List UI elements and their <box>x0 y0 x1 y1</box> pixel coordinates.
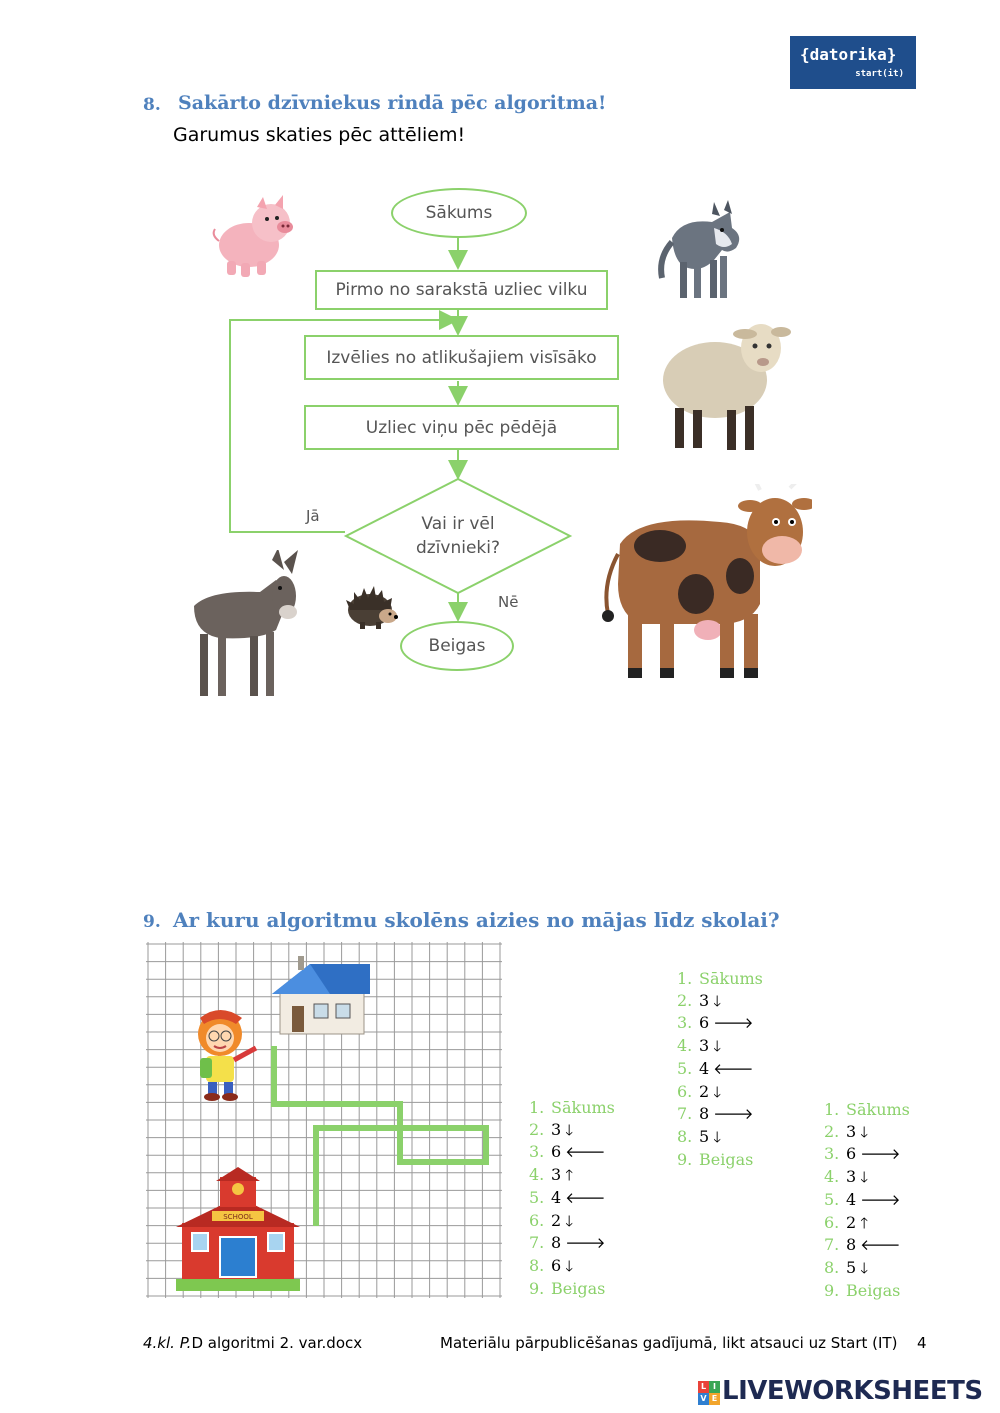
step-number: 1. <box>824 1100 840 1119</box>
algorithm-step <box>677 1126 763 1149</box>
step-number: 7. <box>529 1233 545 1253</box>
step-number: 2. <box>677 990 693 1010</box>
algorithm-step <box>824 1189 910 1212</box>
direction-arrow-icon: 🡓 <box>713 1082 721 1101</box>
algorithm-step <box>529 1097 615 1119</box>
step-number: 6. <box>529 1210 545 1230</box>
direction-arrow-icon: 🡓 <box>713 1037 721 1056</box>
step-text: 2 <box>551 1210 562 1230</box>
step-text: 5 <box>846 1257 857 1277</box>
task8-number: 8. <box>143 95 161 115</box>
algorithm-step <box>677 1103 763 1126</box>
flowchart-step-wolf-first: Pirmo no sarakstā uzliec vilku <box>315 270 608 310</box>
direction-arrow-icon: 🡐 <box>565 1188 606 1207</box>
step-text: Beigas <box>699 1149 754 1169</box>
step-text: 5 <box>699 1126 710 1146</box>
direction-arrow-icon: 🡒 <box>713 1014 754 1033</box>
step-number: 3. <box>677 1013 693 1033</box>
algorithm-step <box>677 1035 763 1058</box>
algorithm-step <box>824 1099 910 1121</box>
step-number: 4. <box>824 1167 840 1187</box>
direction-arrow-icon: 🡓 <box>713 991 721 1010</box>
step-number: 8. <box>677 1126 693 1146</box>
step-text: 3 <box>699 1036 710 1056</box>
direction-arrow-icon: 🡓 <box>565 1256 573 1275</box>
step-text: 6 <box>551 1255 562 1275</box>
task9-title: Ar kuru algoritmu skolēns aizies no mājas līdz skolai? <box>173 908 780 932</box>
algorithm-step <box>677 1149 763 1171</box>
algorithm-step <box>677 1081 763 1104</box>
direction-arrow-icon: 🡐 <box>860 1236 901 1255</box>
direction-arrow-icon: 🡒 <box>860 1145 901 1164</box>
algorithm-list-2[interactable] <box>677 968 763 1170</box>
student-path <box>274 1046 486 1226</box>
step-number: 9. <box>824 1280 840 1300</box>
step-text: 3 <box>846 1121 857 1141</box>
algorithm-step <box>529 1278 615 1300</box>
liveworksheets-wordmark: LIVEWORKSHEETS <box>722 1376 983 1406</box>
step-text: 4 <box>846 1189 857 1209</box>
direction-arrow-icon: 🡓 <box>860 1122 868 1141</box>
flowchart-decision <box>380 512 536 560</box>
logo-title: {datorika} <box>800 45 897 64</box>
algorithm-step <box>677 1058 763 1081</box>
lw-badge-v: V <box>698 1393 709 1405</box>
algorithm-step <box>529 1141 615 1164</box>
footer-filename-italic: 4.kl. P. <box>143 1334 192 1352</box>
step-number: 9. <box>529 1278 545 1298</box>
step-number: 2. <box>824 1121 840 1141</box>
algorithm-step <box>824 1121 910 1144</box>
direction-arrow-icon: 🡓 <box>565 1211 573 1230</box>
step-number: 3. <box>824 1144 840 1164</box>
step-number: 3. <box>529 1142 545 1162</box>
donkey-image <box>180 550 308 702</box>
step-number: 6. <box>824 1212 840 1232</box>
decision-line2: dzīvnieki? <box>415 538 501 558</box>
step-text: 4 <box>551 1187 562 1207</box>
lw-badge-i: I <box>709 1381 720 1393</box>
decision-line1: Vai ir vēl <box>421 514 495 534</box>
algorithm-list-3[interactable] <box>824 1099 910 1301</box>
step-number: 4. <box>529 1165 545 1185</box>
step-text: 3 <box>846 1167 857 1187</box>
flowchart-yes-label: Jā <box>306 507 320 525</box>
algorithm-step <box>824 1212 910 1235</box>
flowchart-end: Beigas <box>400 621 514 671</box>
task9-number: 9. <box>143 912 161 932</box>
lw-badge-l: L <box>698 1381 709 1393</box>
liveworksheets-logo-icon <box>698 1381 720 1405</box>
direction-arrow-icon: 🡐 <box>565 1143 606 1162</box>
direction-arrow-icon: 🡑 <box>860 1213 868 1232</box>
algorithm-step <box>677 1012 763 1035</box>
step-text: 6 <box>551 1142 562 1162</box>
step-number: 5. <box>529 1187 545 1207</box>
pig-image <box>205 195 297 280</box>
direction-arrow-icon: 🡐 <box>713 1059 754 1078</box>
step-number: 7. <box>677 1104 693 1124</box>
step-number: 4. <box>677 1036 693 1056</box>
step-text: Sākums <box>699 969 763 988</box>
footer-filename <box>143 1334 362 1352</box>
algorithm-step <box>677 990 763 1013</box>
task8-title: Sakārto dzīvniekus rindā pēc algoritma! <box>178 92 607 114</box>
footer-filename-rest: D algoritmi 2. var.docx <box>191 1334 363 1352</box>
algorithm-step <box>677 968 763 990</box>
step-text: 2 <box>846 1212 857 1232</box>
cow-image <box>600 484 812 686</box>
algorithm-step <box>824 1166 910 1189</box>
task8-subtitle: Garumus skaties pēc attēliem! <box>173 124 466 146</box>
step-number: 5. <box>824 1189 840 1209</box>
direction-arrow-icon: 🡒 <box>565 1234 606 1253</box>
direction-arrow-icon: 🡓 <box>860 1258 868 1277</box>
house-image <box>270 954 374 1036</box>
algorithm-step <box>529 1187 615 1210</box>
step-number: 9. <box>677 1149 693 1169</box>
step-text: Sākums <box>551 1098 615 1117</box>
step-number: 6. <box>677 1081 693 1101</box>
algorithm-step <box>824 1143 910 1166</box>
step-text: 3 <box>551 1165 562 1185</box>
step-text: 8 <box>699 1104 710 1124</box>
flowchart-no-label: Nē <box>498 593 519 611</box>
flowchart-step-place-after: Uzliec viņu pēc pēdējā <box>304 405 619 450</box>
step-text: 8 <box>551 1233 562 1253</box>
hedgehog-image <box>346 584 398 632</box>
algorithm-step <box>529 1210 615 1233</box>
direction-arrow-icon: 🡓 <box>860 1168 868 1187</box>
algorithm-step <box>824 1234 910 1257</box>
footer-notice: Materiālu pārpublicēšanas gadījumā, likt atsauci uz Start (IT) <box>440 1334 898 1352</box>
step-number: 8. <box>529 1255 545 1275</box>
flowchart-start: Sākums <box>391 188 527 238</box>
step-number: 2. <box>529 1119 545 1139</box>
step-text: Sākums <box>846 1100 910 1119</box>
step-text: 3 <box>551 1119 562 1139</box>
school-sign: SCHOOL <box>223 1213 253 1221</box>
step-number: 1. <box>677 969 693 988</box>
step-number: 5. <box>677 1058 693 1078</box>
algorithm-step <box>529 1232 615 1255</box>
algorithm-step <box>824 1280 910 1302</box>
algorithm-step <box>529 1255 615 1278</box>
flowchart-step-choose-shortest: Izvēlies no atlikušajiem visīsāko <box>304 335 619 380</box>
step-number: 8. <box>824 1257 840 1277</box>
sheep-image <box>657 318 792 454</box>
school-image <box>176 1167 300 1293</box>
step-text: 4 <box>699 1058 710 1078</box>
direction-arrow-icon: 🡑 <box>565 1166 573 1185</box>
footer-page-number: 4 <box>917 1334 927 1352</box>
algorithm-list-1[interactable] <box>529 1097 615 1299</box>
student-image <box>186 1004 262 1102</box>
algorithm-step <box>529 1164 615 1187</box>
step-number: 1. <box>529 1098 545 1117</box>
lw-badge-e: E <box>709 1393 720 1405</box>
direction-arrow-icon: 🡒 <box>713 1105 754 1124</box>
step-text: Beigas <box>551 1278 606 1298</box>
step-number: 7. <box>824 1235 840 1255</box>
step-text: 8 <box>846 1235 857 1255</box>
logo-subtitle: start(it) <box>855 69 904 79</box>
direction-arrow-icon: 🡓 <box>565 1120 573 1139</box>
step-text: 6 <box>846 1144 857 1164</box>
step-text: Beigas <box>846 1280 901 1300</box>
algorithm-step <box>529 1119 615 1142</box>
step-text: 2 <box>699 1081 710 1101</box>
wolf-image <box>652 198 747 306</box>
step-text: 6 <box>699 1013 710 1033</box>
step-text: 3 <box>699 990 710 1010</box>
algorithm-step <box>824 1257 910 1280</box>
direction-arrow-icon: 🡓 <box>713 1127 721 1146</box>
direction-arrow-icon: 🡒 <box>860 1190 901 1209</box>
